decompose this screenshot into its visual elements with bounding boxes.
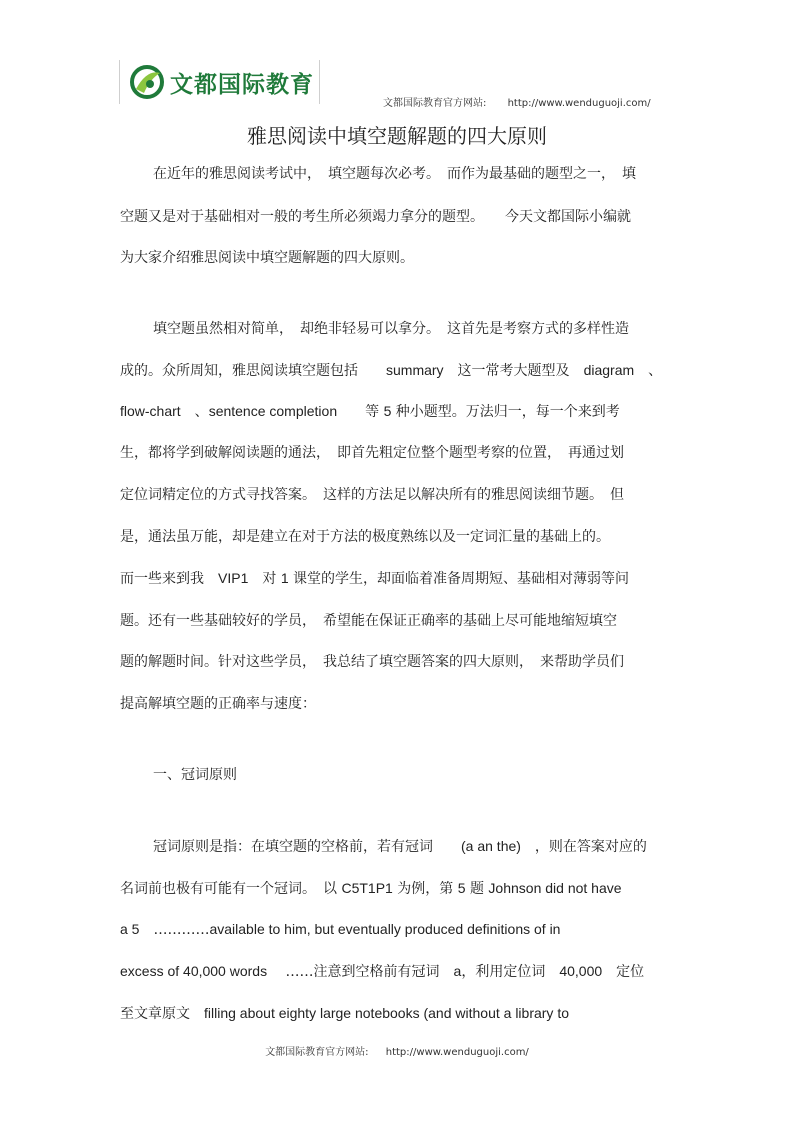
paragraph-line: 生，都将学到破解阅读题的通法， 即首先粗定位整个题型考察的位置， 再通过划 bbox=[120, 445, 624, 461]
paragraph-line: 空题又是对于基础相对一般的考生所必须竭力拿分的题型。 今天文都国际小编就 bbox=[120, 209, 631, 225]
wendu-logo-icon bbox=[130, 65, 164, 99]
paragraph-line: 是，通法虽万能，却是建立在对于方法的极度熟练以及一定词汇量的基础上的。 bbox=[120, 529, 610, 545]
paragraph-line: excess of 40,000 words ……注意到空格前有冠词 a，利用定位词 40,000 定位 bbox=[120, 963, 645, 980]
header-site-info bbox=[383, 94, 651, 109]
paragraph-line: 填空题虽然相对简单， 却绝非轻易可以拿分。 这首先是考察方式的多样性造 bbox=[153, 321, 629, 337]
paragraph-line: 在近年的雅思阅读考试中， 填空题每次必考。 而作为最基础的题型之一， 填 bbox=[153, 166, 636, 182]
footer-site-url[interactable]: http://www.wenduguoji.com/ bbox=[385, 1047, 529, 1058]
paragraph-line: 冠词原则是指：在填空题的空格前，若有冠词 (a an the) ，则在答案对应的 bbox=[153, 838, 647, 855]
footer-site-label: 文都国际教育官方网站: bbox=[265, 1047, 369, 1058]
paragraph-line: 至文章原文 filling about eighty large notebooks (and without a library to bbox=[120, 1005, 569, 1022]
paragraph-line: 成的。众所周知，雅思阅读填空题包括 summary 这一常考大题型及 diagram 、 bbox=[120, 362, 663, 379]
paragraph-line: 为大家介绍雅思阅读中填空题解题的四大原则。 bbox=[120, 250, 414, 266]
paragraph-line: flow-chart 、sentence completion 等 5 种小题型。万法归一，每一个来到考 bbox=[120, 403, 620, 420]
logo bbox=[119, 60, 320, 104]
page-title: 雅思阅读中填空题解题的四大原则 bbox=[247, 124, 547, 148]
paragraph-line: 题。还有一些基础较好的学员， 希望能在保证正确率的基础上尽可能地缩短填空 bbox=[120, 613, 617, 629]
header-site-url[interactable]: http://www.wenduguoji.com/ bbox=[507, 98, 651, 109]
paragraph-line: 提高解填空题的正确率与速度： bbox=[120, 696, 316, 712]
paragraph-line: 名词前也极有可能有一个冠词。 以 C5T1P1 为例，第 5 题 Johnson did not have bbox=[120, 880, 622, 897]
paragraph-line: a 5 …………available to him, but eventually produced definitions of in bbox=[120, 921, 561, 938]
paragraph-line: 而一些来到我 VIP1 对 1 课堂的学生，却面临着准备周期短、基础相对薄弱等问 bbox=[120, 570, 630, 587]
logo-text: 文都国际教育 bbox=[170, 71, 314, 98]
header-site-label: 文都国际教育官方网站: bbox=[383, 98, 487, 109]
paragraph-line: 题的解题时间。针对这些学员， 我总结了填空题答案的四大原则， 来帮助学员们 bbox=[120, 654, 624, 670]
section-heading: 一、冠词原则 bbox=[153, 767, 237, 783]
paragraph-line: 定位词精定位的方式寻找答案。 这样的方法足以解决所有的雅思阅读细节题。 但 bbox=[120, 487, 624, 503]
footer-site-info bbox=[0, 1043, 794, 1058]
